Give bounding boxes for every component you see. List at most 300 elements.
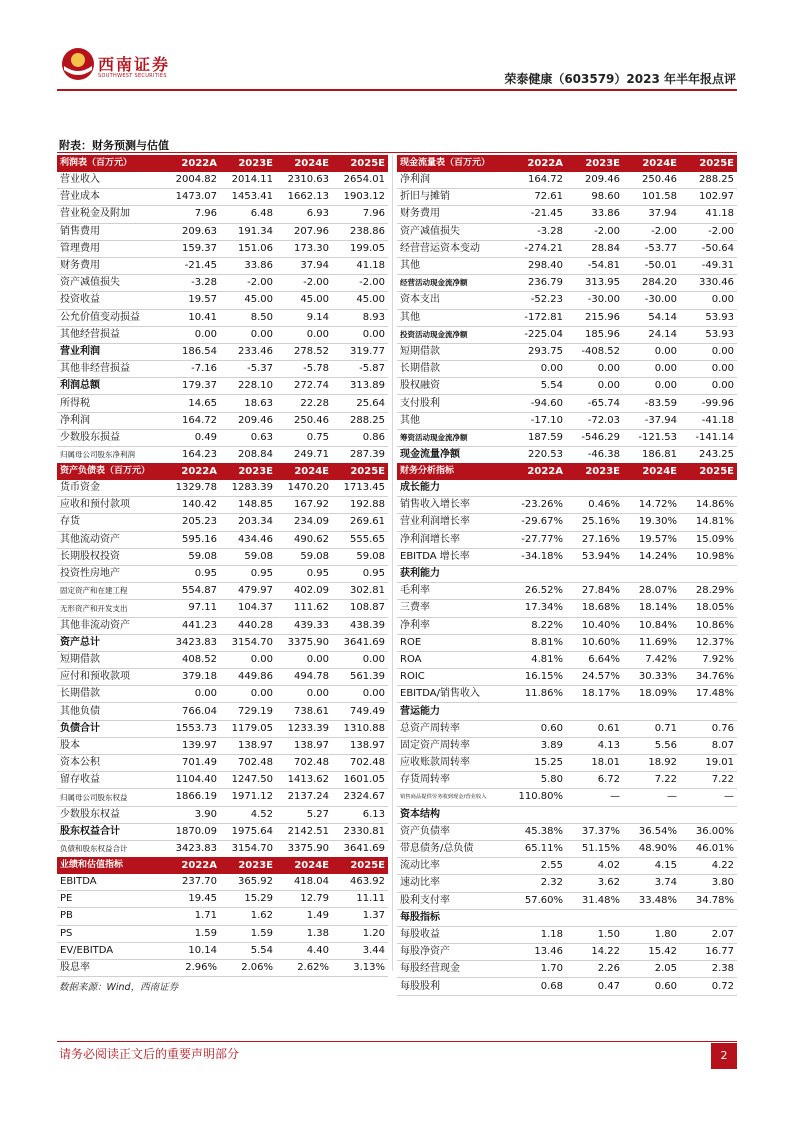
- table-title: 利润表（百万元）: [57, 155, 164, 172]
- cell-value: 6.48: [220, 206, 276, 223]
- row-label: 销售费用: [57, 223, 164, 240]
- brand-emblem-icon: [60, 46, 96, 82]
- cell-value: 0.71: [623, 720, 680, 737]
- cell-value: 0.00: [276, 686, 332, 703]
- report-title: 荣泰健康（603579）2023 年半年报点评: [504, 72, 736, 86]
- cell-value: 191.34: [220, 223, 276, 240]
- cell-value: 2.55: [509, 858, 566, 875]
- footer-divider: [57, 1041, 737, 1042]
- table-row: [397, 651, 737, 668]
- cell-value: 1473.07: [164, 189, 220, 206]
- cell-value: 12.79: [276, 891, 332, 908]
- table-row: [397, 789, 737, 806]
- row-label: 每股收益: [397, 926, 509, 943]
- row-label: 其他经营损益: [57, 326, 164, 343]
- row-label: 管理费用: [57, 240, 164, 257]
- table-row: [397, 429, 737, 446]
- cell-value: 31.48%: [566, 892, 623, 909]
- cell-value: 288.25: [332, 412, 388, 429]
- cell-value: 3423.83: [164, 840, 220, 857]
- cell-value: 1.38: [276, 925, 332, 942]
- cell-value: 4.02: [566, 858, 623, 875]
- row-label: 支付股利: [397, 395, 509, 412]
- table-row: [57, 806, 388, 823]
- cell-value: 7.22: [623, 772, 680, 789]
- cell-value: 10.84%: [623, 617, 680, 634]
- cell-value: 6.64%: [566, 651, 623, 668]
- cell-value: 278.52: [276, 343, 332, 360]
- table-row: [57, 755, 388, 772]
- cell-value: -49.31: [680, 257, 737, 274]
- cell-value: 97.11: [164, 600, 220, 617]
- table-row: [57, 840, 388, 857]
- cell-value: 0.63: [220, 429, 276, 446]
- table-header-row: [397, 463, 737, 480]
- cell-value: 490.62: [276, 531, 332, 548]
- cell-value: 36.00%: [680, 823, 737, 840]
- cell-value: 22.28: [276, 395, 332, 412]
- table-row: [57, 565, 388, 582]
- cell-value: 33.86: [220, 257, 276, 274]
- row-label: 销售收入增长率: [397, 497, 509, 514]
- cell-value: 0.72: [680, 978, 737, 995]
- row-label: 存货: [57, 514, 164, 531]
- cell-value: -46.38: [566, 447, 623, 464]
- cell-value: -30.00: [566, 292, 623, 309]
- cell-value: 19.01: [680, 755, 737, 772]
- cell-value: 1453.41: [220, 189, 276, 206]
- table-row: [397, 531, 737, 548]
- cell-value: 284.20: [623, 275, 680, 292]
- table-row: [397, 823, 737, 840]
- cell-value: 151.06: [220, 240, 276, 257]
- row-label: 每股经营现金: [397, 961, 509, 978]
- cell-value: 0.00: [332, 686, 388, 703]
- cell-value: 33.48%: [623, 892, 680, 909]
- row-label: 毛利率: [397, 583, 509, 600]
- cell-value: 6.93: [276, 206, 332, 223]
- year-header: 2023E: [220, 857, 276, 874]
- appendix-title: 附表：财务预测与估值: [59, 139, 169, 152]
- cell-value: 59.08: [332, 548, 388, 565]
- row-label: 资本支出: [397, 292, 509, 309]
- cell-value: -41.18: [680, 412, 737, 429]
- cell-value: 167.92: [276, 497, 332, 514]
- row-label: 资产减值损失: [397, 223, 509, 240]
- cell-value: 41.18: [680, 206, 737, 223]
- cell-value: 18.09%: [623, 686, 680, 703]
- cell-value: 0.00: [276, 326, 332, 343]
- table-row: [57, 531, 388, 548]
- table-row: [397, 206, 737, 223]
- cell-value: 3.89: [509, 737, 566, 754]
- year-header: 2022A: [164, 155, 220, 172]
- cell-value: -30.00: [623, 292, 680, 309]
- table-row: [57, 326, 388, 343]
- table-row: [57, 891, 388, 908]
- table-row: [57, 583, 388, 600]
- table-row: [57, 720, 388, 737]
- footer-disclaimer: 请务必阅读正文后的重要声明部分: [59, 1047, 240, 1061]
- brand-name-en: SOUTHWEST SECURITIES: [98, 73, 167, 79]
- table-header-row: [57, 857, 388, 874]
- cell-value: -94.60: [509, 395, 566, 412]
- cell-value: 237.70: [164, 874, 220, 891]
- cell-value: 0.00: [566, 361, 623, 378]
- cell-value: -52.23: [509, 292, 566, 309]
- cell-value: 479.97: [220, 583, 276, 600]
- table-row: [57, 617, 388, 634]
- table-row: [57, 600, 388, 617]
- cell-value: 441.23: [164, 617, 220, 634]
- cell-value: 238.86: [332, 223, 388, 240]
- cell-value: 5.27: [276, 806, 332, 823]
- cell-value: 1.50: [566, 926, 623, 943]
- cell-value: -27.77%: [509, 531, 566, 548]
- row-label: 销售商品提供劳务收到现金/营业收入: [397, 789, 509, 806]
- cell-value: 8.50: [220, 309, 276, 326]
- cell-value: 101.58: [623, 189, 680, 206]
- cell-value: 16.15%: [509, 669, 566, 686]
- cell-value: 53.93: [680, 309, 737, 326]
- cell-value: 702.48: [332, 755, 388, 772]
- cell-value: 3375.90: [276, 840, 332, 857]
- cell-value: —: [680, 789, 737, 806]
- cell-value: [680, 565, 737, 582]
- cell-value: 10.60%: [566, 634, 623, 651]
- cell-value: 1971.12: [220, 789, 276, 806]
- year-header: 2024E: [276, 463, 332, 480]
- cell-value: 0.00: [164, 326, 220, 343]
- year-header: 2025E: [680, 463, 737, 480]
- cell-value: 3641.69: [332, 634, 388, 651]
- header-divider: [57, 89, 737, 91]
- row-label: 利润总额: [57, 378, 164, 395]
- row-label: 公允价值变动损益: [57, 309, 164, 326]
- row-label: 长期借款: [397, 361, 509, 378]
- cell-value: 30.33%: [623, 669, 680, 686]
- cell-value: 11.11: [332, 891, 388, 908]
- row-label: 投资活动现金流净额: [397, 326, 509, 343]
- cell-value: 192.88: [332, 497, 388, 514]
- cell-value: 302.81: [332, 583, 388, 600]
- cell-value: 164.72: [164, 412, 220, 429]
- row-label: 三费率: [397, 600, 509, 617]
- cell-value: 7.96: [164, 206, 220, 223]
- cell-value: [680, 806, 737, 823]
- cell-value: 24.14: [623, 326, 680, 343]
- table-row: [397, 395, 737, 412]
- table-row: [397, 240, 737, 257]
- cell-value: 3375.90: [276, 634, 332, 651]
- cell-value: -2.00: [623, 223, 680, 240]
- cell-value: 199.05: [332, 240, 388, 257]
- cell-value: 4.81%: [509, 651, 566, 668]
- table-header-row: [397, 155, 737, 172]
- cell-value: 555.65: [332, 531, 388, 548]
- cell-value: 37.37%: [566, 823, 623, 840]
- cell-value: 14.24%: [623, 548, 680, 565]
- cell-value: -408.52: [566, 343, 623, 360]
- row-label: 现金流量净额: [397, 447, 509, 464]
- table-row: [57, 378, 388, 395]
- cell-value: —: [623, 789, 680, 806]
- table-row: [57, 703, 388, 720]
- cell-value: 1247.50: [220, 772, 276, 789]
- table-row: [57, 480, 388, 497]
- cell-value: -546.29: [566, 429, 623, 446]
- cell-value: 1.62: [220, 908, 276, 925]
- cell-value: 4.13: [566, 737, 623, 754]
- cell-value: -141.14: [680, 429, 737, 446]
- cell-value: [509, 480, 566, 497]
- cell-value: 1.18: [509, 926, 566, 943]
- cell-value: -23.26%: [509, 497, 566, 514]
- year-header: 2022A: [509, 155, 566, 172]
- row-label: 应收和预付款项: [57, 497, 164, 514]
- cell-value: [623, 909, 680, 926]
- cell-value: 209.63: [164, 223, 220, 240]
- cell-value: [509, 806, 566, 823]
- cell-value: 10.98%: [680, 548, 737, 565]
- table-row: [57, 412, 388, 429]
- cell-value: 36.54%: [623, 823, 680, 840]
- table-header-row: [57, 463, 388, 480]
- table-row: [57, 172, 388, 189]
- cell-value: 1.59: [220, 925, 276, 942]
- cell-value: [509, 565, 566, 582]
- cell-value: -72.03: [566, 412, 623, 429]
- year-header: 2024E: [276, 155, 332, 172]
- table-title: 业绩和估值指标: [57, 857, 164, 874]
- cell-value: 1870.09: [164, 823, 220, 840]
- table-row: [57, 823, 388, 840]
- cell-value: 1903.12: [332, 189, 388, 206]
- row-label: 应付和预收款项: [57, 669, 164, 686]
- cell-value: 45.00: [332, 292, 388, 309]
- cell-value: 2.07: [680, 926, 737, 943]
- row-label: 其他: [397, 309, 509, 326]
- cell-value: [623, 565, 680, 582]
- cell-value: 0.86: [332, 429, 388, 446]
- cell-value: 28.84: [566, 240, 623, 257]
- cell-value: 434.46: [220, 531, 276, 548]
- cell-value: 0.46%: [566, 497, 623, 514]
- table-row: [397, 634, 737, 651]
- cell-value: 0.00: [680, 361, 737, 378]
- row-label: 营业收入: [57, 172, 164, 189]
- cell-value: -5.87: [332, 361, 388, 378]
- cell-value: 554.87: [164, 583, 220, 600]
- table-row: [397, 275, 737, 292]
- table-row: [57, 429, 388, 446]
- cell-value: 205.23: [164, 514, 220, 531]
- cell-value: 18.17%: [566, 686, 623, 703]
- cell-value: 1713.45: [332, 480, 388, 497]
- table-row: [57, 275, 388, 292]
- table-row: [397, 600, 737, 617]
- cell-value: 37.94: [276, 257, 332, 274]
- cell-value: 3.74: [623, 875, 680, 892]
- cell-value: 2.62%: [276, 959, 332, 976]
- cell-value: 2.96%: [164, 959, 220, 976]
- table-row: [57, 361, 388, 378]
- cell-value: 0.76: [680, 720, 737, 737]
- table-row: [57, 874, 388, 891]
- table-row: [397, 840, 737, 857]
- cell-value: 0.00: [220, 686, 276, 703]
- row-label: 货币资金: [57, 480, 164, 497]
- cell-value: 6.13: [332, 806, 388, 823]
- cell-value: -21.45: [164, 257, 220, 274]
- cell-value: 0.00: [332, 326, 388, 343]
- cell-value: 17.48%: [680, 686, 737, 703]
- cell-value: 187.59: [509, 429, 566, 446]
- row-label: 营业利润: [57, 343, 164, 360]
- cell-value: 1.20: [332, 925, 388, 942]
- table-row: [57, 223, 388, 240]
- row-label: 经营营运资本变动: [397, 240, 509, 257]
- cell-value: 2.05: [623, 961, 680, 978]
- cell-value: 439.33: [276, 617, 332, 634]
- cell-value: 287.39: [332, 447, 388, 464]
- year-header: 2025E: [680, 155, 737, 172]
- data-source-note: 数据来源：Wind，西南证券: [59, 982, 179, 993]
- year-header: 2025E: [332, 857, 388, 874]
- cell-value: 402.09: [276, 583, 332, 600]
- table-row: [397, 686, 737, 703]
- table-row: [397, 189, 737, 206]
- cell-value: 18.01: [566, 755, 623, 772]
- cell-value: [566, 703, 623, 720]
- cell-value: -121.53: [623, 429, 680, 446]
- cell-value: 2330.81: [332, 823, 388, 840]
- row-label: 归属母公司股东净利润: [57, 447, 164, 464]
- cell-value: 8.22%: [509, 617, 566, 634]
- cell-value: 729.19: [220, 703, 276, 720]
- row-label: PE: [57, 891, 164, 908]
- table-row: [57, 737, 388, 754]
- cell-value: 440.28: [220, 617, 276, 634]
- table-row: [397, 737, 737, 754]
- row-label: 负债和股东权益合计: [57, 840, 164, 857]
- cell-value: -99.96: [680, 395, 737, 412]
- table-row: [397, 669, 737, 686]
- table-row: [397, 343, 737, 360]
- table-row: [397, 978, 737, 995]
- cell-value: 5.54: [220, 942, 276, 959]
- cell-value: 463.92: [332, 874, 388, 891]
- table-header-row: [57, 155, 388, 172]
- cell-value: [680, 703, 737, 720]
- row-label: EBITDA: [57, 874, 164, 891]
- cell-value: 25.64: [332, 395, 388, 412]
- cell-value: 2.26: [566, 961, 623, 978]
- row-label: 长期借款: [57, 686, 164, 703]
- table-row: [397, 257, 737, 274]
- cell-value: 438.39: [332, 617, 388, 634]
- cell-value: 138.97: [276, 737, 332, 754]
- table-row: [397, 720, 737, 737]
- cell-value: 3.62: [566, 875, 623, 892]
- cell-value: 702.48: [276, 755, 332, 772]
- cashflow-statement-table: [397, 155, 737, 464]
- cell-value: -34.18%: [509, 548, 566, 565]
- row-label: 其他流动资产: [57, 531, 164, 548]
- row-label: 投资性房地产: [57, 565, 164, 582]
- cell-value: 243.25: [680, 447, 737, 464]
- cell-value: 28.29%: [680, 583, 737, 600]
- cell-value: 313.89: [332, 378, 388, 395]
- cell-value: 269.61: [332, 514, 388, 531]
- cell-value: 313.95: [566, 275, 623, 292]
- row-label: 其他: [397, 412, 509, 429]
- table-row: [57, 395, 388, 412]
- table-row: [397, 961, 737, 978]
- table-row: [57, 925, 388, 942]
- cell-value: 208.84: [220, 447, 276, 464]
- row-label: 净利润增长率: [397, 531, 509, 548]
- cell-value: 2654.01: [332, 172, 388, 189]
- cell-value: 738.61: [276, 703, 332, 720]
- row-label: 长期股权投资: [57, 548, 164, 565]
- cell-value: 34.76%: [680, 669, 737, 686]
- cell-value: 45.00: [276, 292, 332, 309]
- table-row: [397, 480, 737, 497]
- cell-value: 11.69%: [623, 634, 680, 651]
- cell-value: -274.21: [509, 240, 566, 257]
- year-header: 2024E: [276, 857, 332, 874]
- row-label: 净利率: [397, 617, 509, 634]
- row-label: 短期借款: [57, 651, 164, 668]
- row-label: 折旧与摊销: [397, 189, 509, 206]
- cell-value: 215.96: [566, 309, 623, 326]
- cell-value: 1470.20: [276, 480, 332, 497]
- table-row: [397, 378, 737, 395]
- cell-value: 288.25: [680, 172, 737, 189]
- cell-value: 25.16%: [566, 514, 623, 531]
- cell-value: -2.00: [276, 275, 332, 292]
- row-label: 其他非经营损益: [57, 361, 164, 378]
- cell-value: 34.78%: [680, 892, 737, 909]
- row-label: 每股指标: [397, 909, 509, 926]
- cell-value: 1553.73: [164, 720, 220, 737]
- cell-value: 2142.51: [276, 823, 332, 840]
- table-row: [57, 309, 388, 326]
- cell-value: -172.81: [509, 309, 566, 326]
- cell-value: —: [566, 789, 623, 806]
- row-label: 其他非流动资产: [57, 617, 164, 634]
- cell-value: 234.09: [276, 514, 332, 531]
- year-header: 2025E: [332, 463, 388, 480]
- table-row: [397, 292, 737, 309]
- cell-value: 138.97: [220, 737, 276, 754]
- row-label: 股本: [57, 737, 164, 754]
- cell-value: 0.00: [680, 343, 737, 360]
- cell-value: 59.08: [164, 548, 220, 565]
- cell-value: 293.75: [509, 343, 566, 360]
- cell-value: -65.74: [566, 395, 623, 412]
- valuation-table: [57, 857, 388, 977]
- row-label: 股息率: [57, 959, 164, 976]
- cell-value: 59.08: [220, 548, 276, 565]
- row-label: 少数股东权益: [57, 806, 164, 823]
- cell-value: 46.01%: [680, 840, 737, 857]
- row-label: 资产负债率: [397, 823, 509, 840]
- cell-value: 13.46: [509, 944, 566, 961]
- cell-value: [509, 703, 566, 720]
- cell-value: 186.81: [623, 447, 680, 464]
